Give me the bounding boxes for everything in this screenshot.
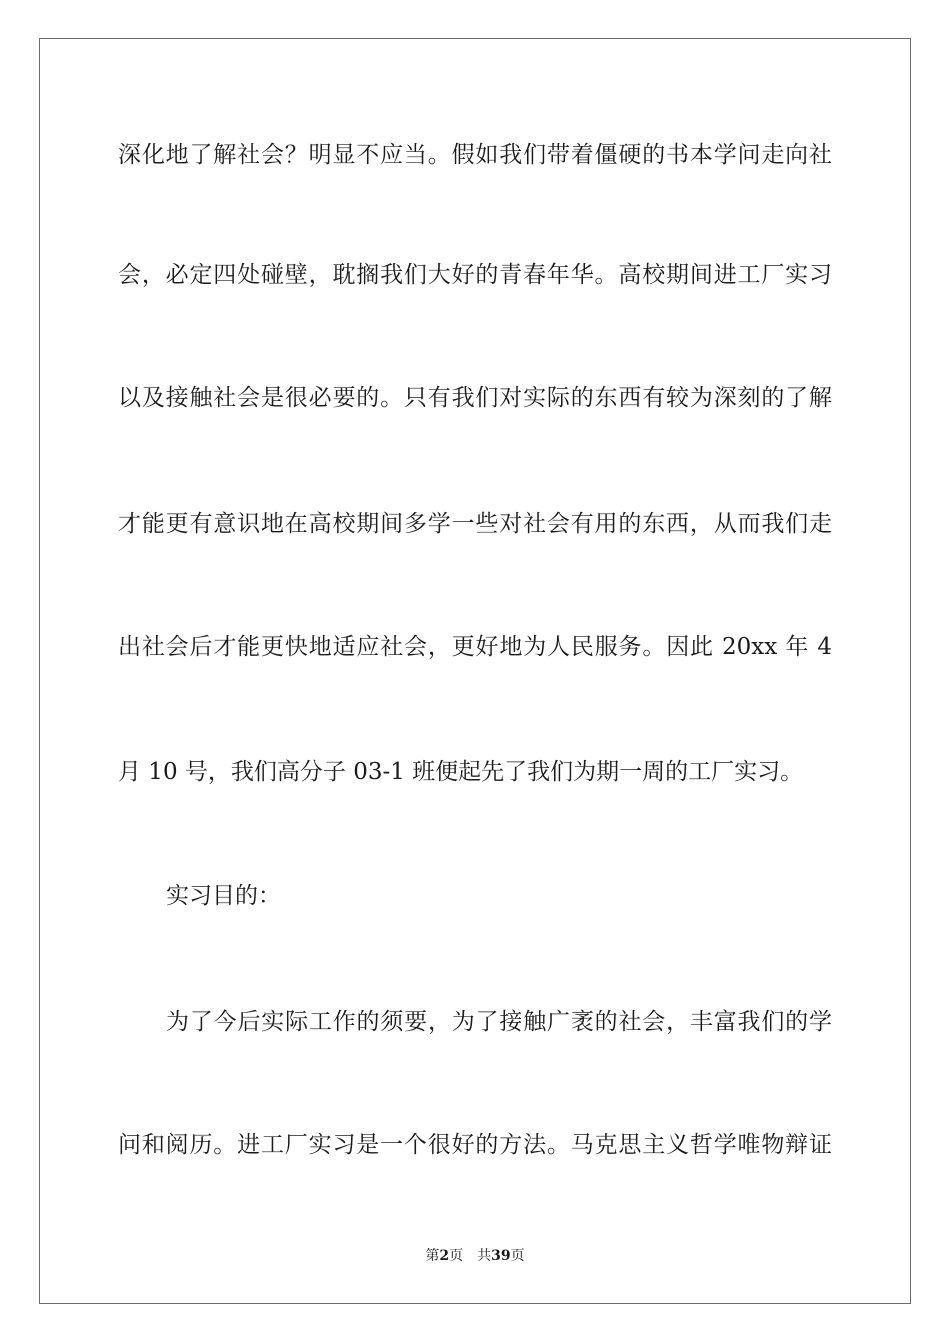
section-heading: 实习目的：	[166, 883, 281, 909]
total-suffix: 页	[510, 1248, 525, 1264]
body-text-line-1: 深化地了解社会？明显不应当。假如我们带着僵硬的书本学问走向社	[118, 142, 832, 168]
page-footer	[0, 1246, 950, 1266]
page-number: 2	[439, 1248, 450, 1264]
body-text-line-3: 以及接触社会是很必要的。只有我们对实际的东西有较为深刻的了解	[118, 385, 832, 411]
body-text-line-8: 为了今后实际工作的须要，为了接触广袤的社会，丰富我们的学	[166, 1009, 832, 1035]
page-suffix: 页	[449, 1248, 464, 1264]
total-pages: 39	[491, 1248, 511, 1264]
body-text-line-6: 月 10 号，我们高分子 03-1 班便起先了我们为期一周的工厂实习。	[118, 759, 804, 785]
body-text-line-5: 出社会后才能更快地适应社会，更好地为人民服务。因此 20xx 年 4	[118, 634, 832, 660]
total-prefix: 共	[477, 1248, 492, 1264]
body-text-line-9: 问和阅历。进工厂实习是一个很好的方法。马克思主义哲学唯物辩证	[118, 1132, 832, 1158]
page-prefix: 第	[425, 1248, 440, 1264]
body-text-line-2: 会，必定四处碰壁，耽搁我们大好的青春年华。高校期间进工厂实习	[118, 262, 832, 288]
body-text-line-4: 才能更有意识地在高校期间多学一些对社会有用的东西，从而我们走	[118, 511, 832, 537]
page-border	[39, 38, 911, 1304]
